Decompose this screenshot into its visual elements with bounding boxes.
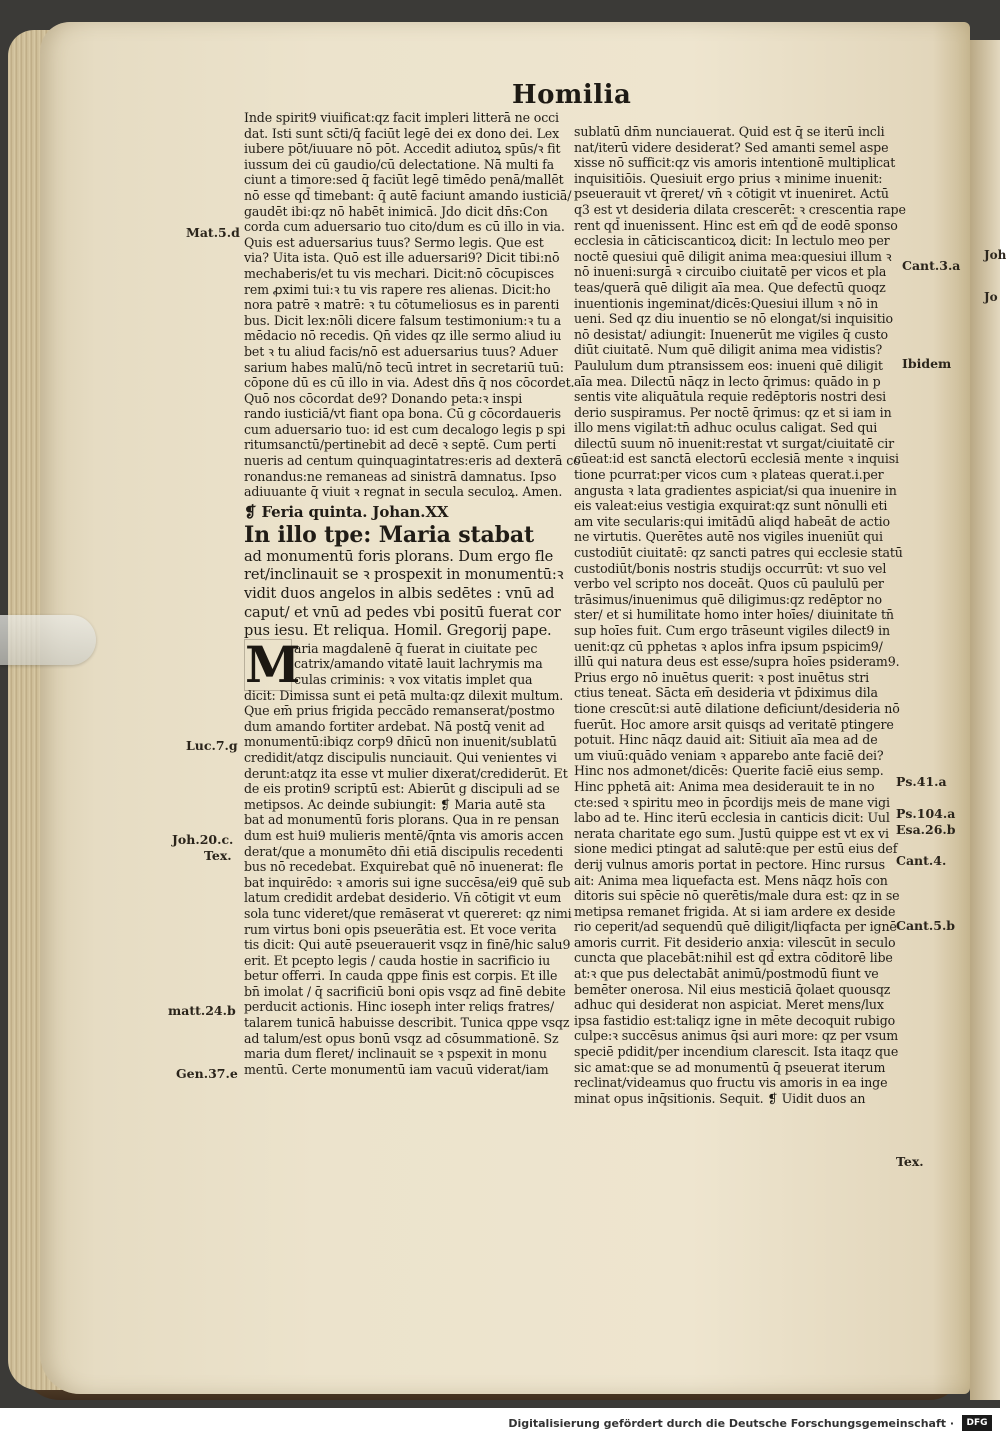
text-line: um viuū:quādo veniam ꝛ apparebo ante faciē dei? xyxy=(574,747,884,763)
text-line: bemēter onerosa. Nil eius mesticiā q̄olaet quousqz xyxy=(574,981,891,997)
text-line: nō inueni:surgā ꝛ circuibo ciuitatē per vicos et pla xyxy=(574,264,887,280)
text-line: mēdacio nō recedis. Qn̄ vides qz ille sermo aliud iu xyxy=(244,328,562,344)
text-line: iussum dei cū gaudio/cū delectatione. Nā multi fa xyxy=(244,156,554,172)
text-line: tis dicit: Qui autē pseuerauerit vsqz in finē/hic salu9 xyxy=(244,937,571,953)
text-line: Prius ergo nō inuētus querit: ꝛ post inuētus stri xyxy=(574,669,869,685)
text-line: cte:sed ꝛ spiritu meo in p̄cordijs meis de mane vigi xyxy=(574,794,890,810)
marginal-ref-mat5: Mat.5.d xyxy=(186,225,240,240)
left-column-top-text xyxy=(244,110,581,500)
text-line: adhuc qui desiderat non aspiciat. Meret mens/lux xyxy=(574,997,884,1013)
text-line: metipsa remanet frigida. At si iam ardere ex deside xyxy=(574,903,896,919)
text-line: angusta ꝛ lata gradientes aspiciat/si qua inuenire in xyxy=(574,482,897,498)
text-line: perducit actionis. Hinc ioseph inter reliqs fratres/ xyxy=(244,999,554,1015)
dfg-logo-icon: DFG xyxy=(962,1415,992,1431)
text-line: cūeat:id est sanctā electorū ecclesiā mente ꝛ inquisi xyxy=(574,451,899,467)
text-line: speciē pdidit/per incendium clarescit. Ista itaqz que xyxy=(574,1044,899,1060)
right-column-text xyxy=(574,124,906,1106)
text-line: diūt ciuitatē. Num quē diligit anima mea vidistis? xyxy=(574,342,883,358)
text-line: Inde spirit9 viuificat:qz facit impleri litterā ne occi xyxy=(244,110,559,125)
text-line: reclinat/videamus quo fructu vis amoris in ea inge xyxy=(574,1075,888,1091)
marginal-ref-ps41: Ps.41.a xyxy=(896,774,947,789)
text-line: at:ꝛ que pus delectabāt animū/postmodū fiunt ve xyxy=(574,966,879,982)
text-line: metipsos. Ac deinde subiungit: ❡ Maria autē sta xyxy=(244,796,546,812)
text-line: catrix/amando vitatē lauit lachrymis ma xyxy=(294,656,543,672)
text-line: latum credidit ardebat desiderio. Vn̄ cōtigit vt eum xyxy=(244,890,562,906)
text-line: nō desistat/ adiungit: Inuenerūt me vigiles q̄ custo xyxy=(574,326,888,342)
text-line: erit. Et pcepto legis / cauda hostie in sacrificio iu xyxy=(244,952,551,968)
text-line: culpe:ꝛ succēsus animus q̄si auri more: qz per vsum xyxy=(574,1028,899,1044)
text-line: ueni. Sed qz diu inuentio se nō elongat/si inquisitio xyxy=(574,311,893,327)
text-line: amoris currit. Fit desiderio anxia: vilescūt in seculo xyxy=(574,934,896,950)
text-line: bat inquirēdo: ꝛ amoris sui igne succēsa/ei9 quē sub xyxy=(244,874,571,890)
text-line: Hinc pphetā ait: Anima mea desiderauit te in no xyxy=(574,778,875,794)
text-line: ait: Anima mea liquefacta est. Mens nāqz hoīs con xyxy=(574,872,888,888)
text-line: illū qui natura deus est esse/supra hoīes psideram9. xyxy=(574,654,900,670)
text-line: cum aduersario tuo: id est cum decalogo legis p spi xyxy=(244,421,566,437)
text-line: sione medici ptingat ad salutē:que per estū eius def xyxy=(574,841,898,857)
text-line: bus. Dicit lex:nōli dicere falsum testimonium:ꝛ tu a xyxy=(244,312,562,328)
text-line: rando iusticiā/vt fiant opa bona. Cū g cōcordaueris xyxy=(244,406,561,422)
text-line: sentis vite aliquātula requie redēptoris nostri desi xyxy=(574,389,887,405)
text-line: sola tunc videret/que remāserat vt quereret: qz nimi xyxy=(244,905,572,921)
text-line: minat opus inq̄sitionis. Sequit. ❡ Uidit duos an xyxy=(574,1090,866,1106)
marginal-ref-ps104: Ps.104.a xyxy=(896,806,956,821)
text-line: Quis est aduersarius tuus? Sermo legis. Que est xyxy=(244,234,544,250)
text-line: inquisitiōis. Quesiuit ergo prius ꝛ minime inuenit: xyxy=(574,170,883,186)
text-line: Que em̄ prius frigida peccādo remanserat/postmo xyxy=(244,703,555,719)
text-line: ster/ et si humilitate homo inter hoīes/ diuinitate tn̄ xyxy=(574,607,894,623)
footer-bar xyxy=(0,1408,1000,1439)
text-line: eis valeat:eius vestigia exquirat:qz sunt nōnulli eti xyxy=(574,498,888,514)
text-line: ret/inclinauit se ꝛ prospexit in monumentū:ꝛ xyxy=(244,566,564,584)
text-line: corda cum aduersario tuo cito/dum es cū illo in via. xyxy=(244,219,565,235)
text-line: teas/querā quē diligit aīa mea. Que defectū quoqz xyxy=(574,279,886,295)
text-line: culas criminis: ꝛ vox vitatis implet qua xyxy=(294,672,533,687)
text-line: uenit:qz cū pphetas ꝛ aplos infra ipsum pspicim9/ xyxy=(574,638,883,654)
text-line: dat. Isti sunt sc̄ti/q̄ faciūt legē dei ex dono dei. Lex xyxy=(244,125,560,141)
marginal-ref-esa26: Esa.26.b xyxy=(896,822,956,837)
marginal-ref-luc7: Luc.7.g xyxy=(186,738,238,753)
text-line: Hinc nos admonet/dicēs: Querite faciē eius semp. xyxy=(574,763,884,779)
marginal-ref-cant3: Cant.3.a xyxy=(902,258,961,273)
text-line: derio suspiramus. Per noctē q̄rimus: qz et si iam in xyxy=(574,404,892,420)
marginal-ref-cant5: Cant.5.b xyxy=(896,918,956,933)
text-line: xisse nō sufficit:qz vis amoris intentionē multiplicat xyxy=(574,155,896,171)
text-line: dicit: Dimissa sunt ei petā multa:qz dilexit multum. xyxy=(244,687,564,703)
lection-heading: ❡ Feria quinta. Johan.XX xyxy=(244,502,449,521)
text-line: iubere pōt/iuuare nō pōt. Accedit adiutoꝝ spūs/ꝛ fit xyxy=(244,141,561,157)
left-column xyxy=(244,110,581,1077)
text-line: dilectū suum nō inuenit:restat vt surgat/ciuitatē cir xyxy=(574,435,894,451)
text-line: tione crescūt:si autē dilatione deficiunt/desideria nō xyxy=(574,700,900,716)
text-line: bat ad monumentū foris plorans. Qua in re pensan xyxy=(244,812,560,828)
text-line: bet ꝛ tu aliud facis/nō est aduersarius tuus? Aduer xyxy=(244,343,558,359)
funding-notice: Digitalisierung gefördert durch die Deutsche Forschungsgemeinschaft · xyxy=(508,1417,954,1430)
marginal-ref-cant4: Cant.4. xyxy=(896,853,947,868)
text-line: custodiūt ciuitatē: qz sancti patres qui ecclesie statū xyxy=(574,545,903,561)
text-line: ad talum/est opus bonū vsqz ad cōsummationē. Sz xyxy=(244,1030,559,1046)
text-line: ritumsanctū/pertinebit ad decē ꝛ septē. Cum perti xyxy=(244,437,557,453)
text-line: maria dum fleret/ inclinauit se ꝛ pspexit in monu xyxy=(244,1046,547,1062)
text-line: monumentū:ibiqz corp9 dn̄icū non inuenit/sublatū xyxy=(244,734,557,750)
text-line: Paululum dum ptransissem eos: inueni quē diligit xyxy=(574,357,883,373)
facing-page-text: Jo xyxy=(984,290,998,304)
gospel-text xyxy=(244,548,566,641)
text-line: ne virtutis. Querētes autē nos vigiles inueniūt qui xyxy=(574,529,883,545)
running-head: Homilia xyxy=(512,80,632,110)
text-line: ciunt a timore:sed q̄ faciūt legē timēdo penā/mallēt xyxy=(244,172,564,188)
text-line: derunt:atqz ita esse vt mulier dixerat/crediderūt. Et xyxy=(244,765,568,781)
marginal-ref-matt24: matt.24.b xyxy=(168,1003,236,1018)
homily-text xyxy=(244,687,572,1078)
facing-page-text: Joh xyxy=(984,248,1006,262)
text-line: via? Uita ista. Quō est ille aduersari9? Dicit tibi:nō xyxy=(244,250,560,266)
text-line: ipsa fastidio est:taliqz igne in mēte decoquit rubigo xyxy=(574,1012,896,1028)
text-line: verbo vel scripto nos doceāt. Quos cū paululū per xyxy=(574,576,884,592)
text-line: betur offerri. In cauda qppe finis est corpis. Et ille xyxy=(244,968,558,984)
book-strap xyxy=(0,615,96,665)
text-line: de eis protin9 scriptū est: Abierūt g discipuli ad se xyxy=(244,781,560,797)
text-line: dum amando fortiter ardebat. Nā postq̄ venit ad xyxy=(244,718,545,734)
text-line: inuentionis ingeminat/dicēs:Quesiui illum ꝛ nō in xyxy=(574,295,879,311)
initial-block xyxy=(244,634,566,694)
text-line: ronandus:ne remaneas ad sinistrā damnatus. Ipso xyxy=(244,468,557,484)
text-line: rent qd̄ inuenissent. Hinc est em̄ qd̄ de eodē sponso xyxy=(574,217,898,233)
marginal-ref-tex: Tex. xyxy=(204,848,232,863)
text-line: illo mens vigilat:tn̄ adhuc oculus caligat. Sed qui xyxy=(574,420,878,436)
text-line: nō esse qd̄ timebant: q̄ autē faciunt amando iusticiā/ xyxy=(244,187,572,203)
text-line: sarium habes malū/nō tecū intret in secretariū tuū: xyxy=(244,359,564,375)
text-line: sup hoīes fuit. Cum ergo trāseunt vigiles dilect9 in xyxy=(574,623,890,638)
text-line: cōpone dū es cū illo in via. Adest dn̄s q̄ nos cōcordet. xyxy=(244,375,575,391)
text-line: ditoris sui spēcie nō querētis/male dura est: qz in se xyxy=(574,888,900,904)
text-line: nueris ad centum quinquagintatres:eris ad dexterā co xyxy=(244,453,581,469)
text-line: rem ꝓximi tui:ꝛ tu vis rapere res alienas. Dicit:ho xyxy=(244,281,551,297)
facing-page-edge xyxy=(970,40,1000,1400)
text-line: am vite secularis:qui imitādū aliqd habeāt de actio xyxy=(574,513,890,529)
text-line: mechaberis/et tu vis mechari. Dicit:nō cōcupisces xyxy=(244,265,554,281)
text-line: sublatū dn̄m nunciauerat. Quid est q̄ se iterū incli xyxy=(574,124,885,139)
text-line: rio ceperit/ad sequendū quē diligit/liqfacta per ignē xyxy=(574,919,897,935)
text-line: nerata charitate ego sum. Justū quippe est vt ex vi xyxy=(574,825,889,841)
marginal-ref-gen37: Gen.37.e xyxy=(176,1066,238,1081)
text-line: talarem tunicā habuisse describit. Tunica qppe vsqz xyxy=(244,1015,570,1031)
marginal-ref-joh20: Joh.20.c. xyxy=(172,832,234,847)
text-line: mentū. Certe monumentū iam vacuū viderat/iam xyxy=(244,1061,549,1077)
right-column xyxy=(574,124,906,1106)
text-line: sic amat:que se ad monumentū q̄ pseuerat iterum xyxy=(574,1059,886,1075)
text-line: pus iesu. Et reliqua. Homil. Gregorij pape. xyxy=(244,622,552,640)
text-line: labo ad te. Hinc iterū ecclesia in canticis dicit: Uul xyxy=(574,810,890,826)
text-line: dum est hui9 mulieris mentē/q̄nta vis amoris accen xyxy=(244,827,564,843)
marginal-ref-tex-right: Tex. xyxy=(896,1154,924,1169)
text-line: custodiūt/bonis nostris studijs occurrūt: vt suo vel xyxy=(574,560,887,576)
text-line: noctē quesiui quē diligit anima mea:quesiui illum ꝛ xyxy=(574,248,892,264)
text-line: cuncta que placebāt:nihil est qd̄ extra cōditorē libe xyxy=(574,950,893,966)
decorated-initial: M xyxy=(245,634,301,694)
text-line: aria magdalenē q̄ fuerat in ciuitate pec xyxy=(294,640,538,656)
text-line: credidit/atqz discipulis nunciauit. Qui venientes vi xyxy=(244,749,557,765)
text-line: adiuuante q̄ viuit ꝛ regnat in secula seculoꝝ. Amen. xyxy=(244,484,563,500)
marginal-ref-ibidem: Ibidem xyxy=(902,356,952,371)
text-line: rum virtus boni opis pseuerātia est. Et voce verita xyxy=(244,921,557,937)
text-line: bus nō recedebat. Exquirebat quē nō inuenerat: fle xyxy=(244,859,564,875)
text-line: pseuerauit vt q̄reret/ vn̄ ꝛ cōtigit vt inueniret. Actū xyxy=(574,186,889,202)
text-line: vidit duos angelos in albis sedētes : vnū ad xyxy=(244,585,555,603)
text-line: q3 est vt desideria dilata crescerēt: ꝛ crescentia rape xyxy=(574,201,906,217)
text-line: ecclesia in cāticiscanticoꝝ dicit: In lectulo meo per xyxy=(574,233,890,249)
text-line: potuit. Hinc nāqz dauid ait: Sitiuit aīa mea ad de xyxy=(574,732,878,748)
text-line: Quō nos cōcordat de9? Donando peta:ꝛ inspi xyxy=(244,390,523,406)
text-line: bn̄ imolat / q̄ sacrificiū boni opis vsqz ad finē debite xyxy=(244,983,566,999)
text-line: caput/ et vnū ad pedes vbi positū fuerat cor xyxy=(244,603,561,621)
text-line: ad monumentū foris plorans. Dum ergo fle xyxy=(244,547,554,565)
text-line: derat/que a monumēto dn̄i etiā discipulis recedenti xyxy=(244,843,564,859)
text-line: fuerūt. Hoc amore arsit quisqs ad veritatē ptingere xyxy=(574,716,894,732)
text-line: tione pcurrat:per vicos cum ꝛ plateas querat.i.per xyxy=(574,467,884,483)
text-line: gaudēt ibi:qz nō habēt inimicā. Jdo dicit dn̄s:Con xyxy=(244,203,548,219)
gospel-incipit: In illo tpe: Maria stabat xyxy=(244,521,534,548)
text-line: trāsimus/inuenimus quē diligimus:qz redēptor no xyxy=(574,591,882,607)
text-line: nora patrē ꝛ matrē: ꝛ tu cōtumeliosus es in parenti xyxy=(244,297,560,313)
text-line: aīa mea. Dilectū nāqz in lecto q̄rimus: quādo in p xyxy=(574,373,881,389)
text-line: derij vulnus amoris portat in pectore. Hinc rursus xyxy=(574,856,885,872)
text-line: nat/iterū videre desiderat? Sed amanti semel aspe xyxy=(574,139,889,155)
text-line: ctius teneat. Sācta em̄ desideria vt p̄diximus dila xyxy=(574,685,878,701)
